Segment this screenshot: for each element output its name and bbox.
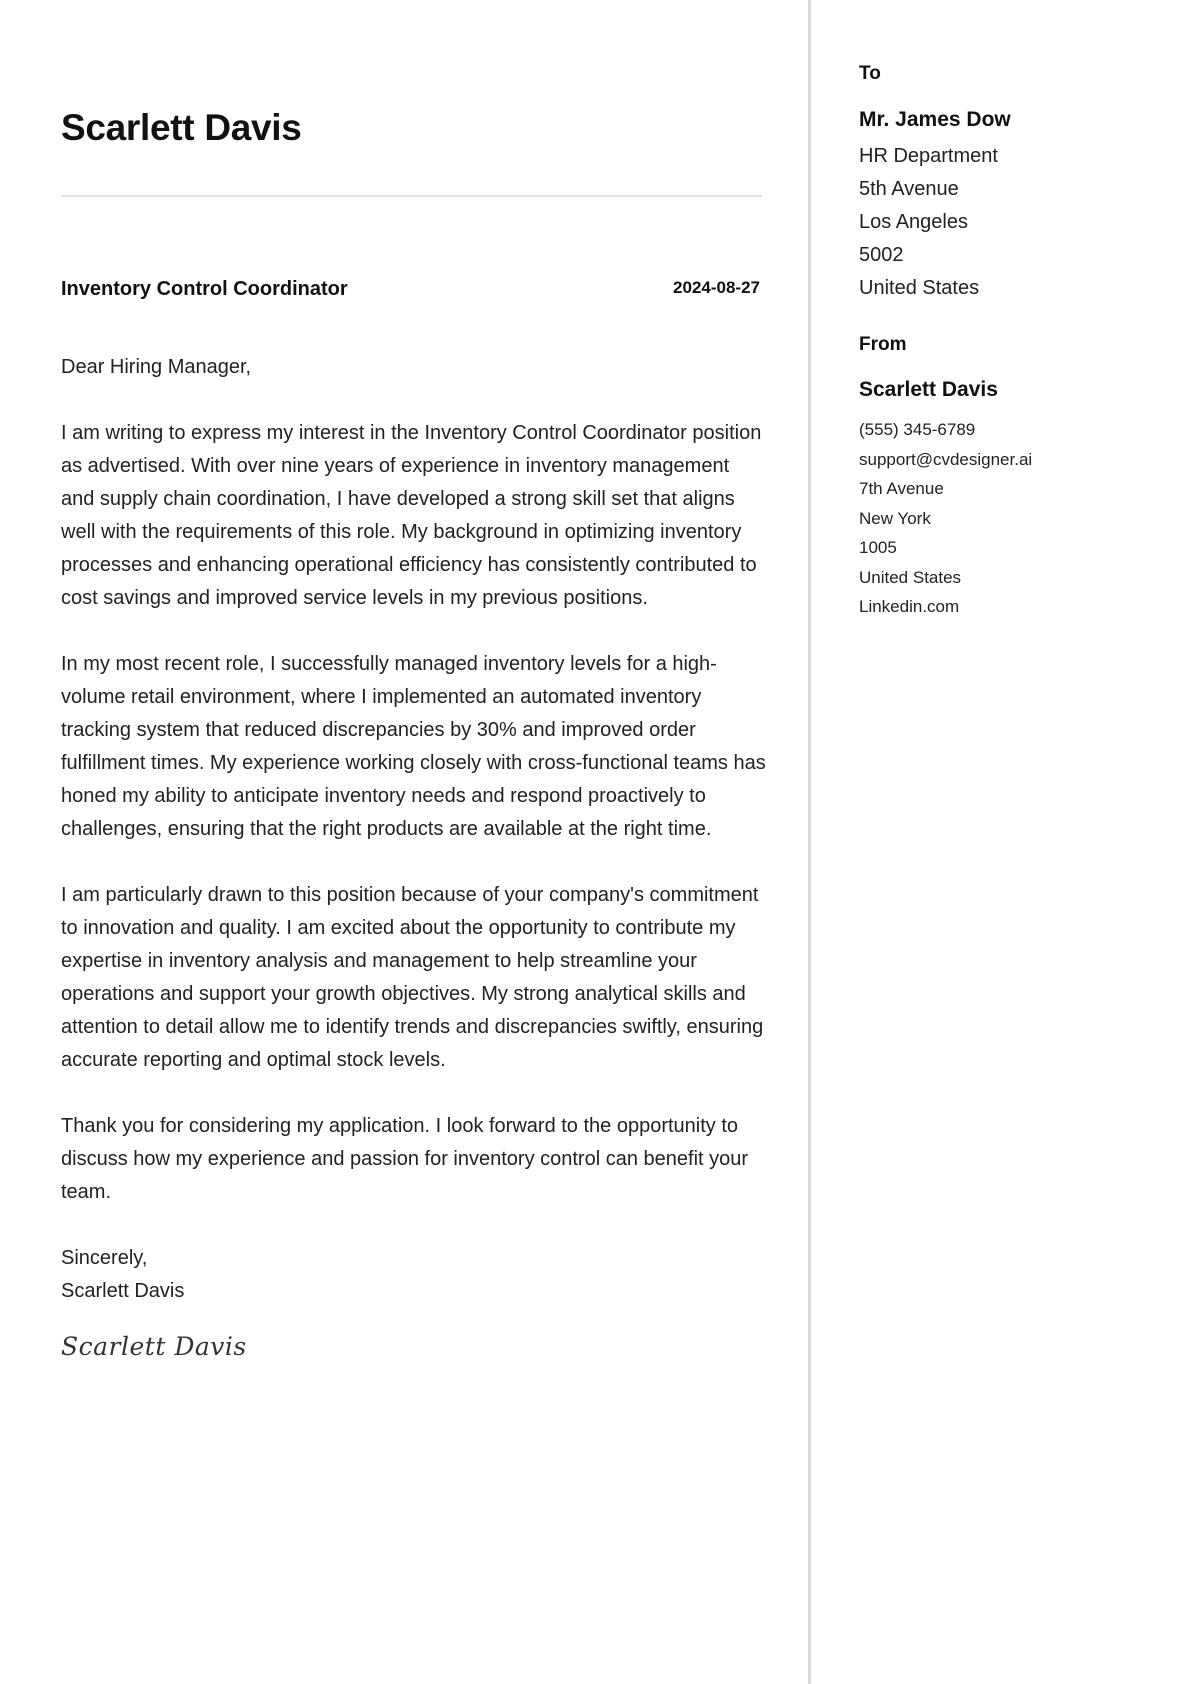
recipient-address bbox=[859, 140, 998, 305]
job-title: Inventory Control Coordinator bbox=[61, 278, 348, 300]
closing-phrase: Sincerely, bbox=[61, 1247, 148, 1269]
body-paragraph-1: I am writing to express my interest in the Inventory Control Coordinator position as advertised. With over nine years of experience in inventory management and supply chain coordination, I have developed a strong skill set that aligns well with the requirements of this role. My background in optimizing inventory processes and enhancing operational efficiency has consistently contributed to cost savings and improved service levels in my previous positions. bbox=[61, 422, 762, 609]
sender-label: From bbox=[859, 334, 907, 355]
recipient-city: Los Angeles bbox=[859, 211, 968, 233]
sender-street: 7th Avenue bbox=[859, 479, 944, 498]
closing-name: Scarlett Davis bbox=[61, 1280, 185, 1302]
header-divider bbox=[61, 195, 762, 197]
body-paragraph-2: In my most recent role, I successfully managed inventory levels for a high-volume retail environment, where I implemented an automated inventory tracking system that reduced discrepancies by 30% and improved order fulfillment times. My experience working closely with cross-functional teams has honed my ability to anticipate inventory needs and respond proactively to challenges, ensuring that the right products are available at the right time. bbox=[61, 653, 766, 840]
sender-website: Linkedin.com bbox=[859, 597, 960, 616]
recipient-department: HR Department bbox=[859, 145, 998, 167]
letter-body bbox=[61, 351, 766, 1363]
sender-country: United States bbox=[859, 567, 962, 587]
sender-name: Scarlett Davis bbox=[859, 378, 998, 401]
recipient-street: 5th Avenue bbox=[859, 178, 959, 200]
recipient-zip: 5002 bbox=[859, 244, 904, 266]
handwritten-signature: Scarlett Davis bbox=[61, 1332, 247, 1361]
recipient-country: United States bbox=[859, 277, 980, 299]
body-paragraph-4: Thank you for considering my application. I look forward to the opportunity to discuss how my experience and passion for inventory control can benefit your team. bbox=[61, 1115, 749, 1203]
recipient-label: To bbox=[859, 63, 881, 84]
closing-block bbox=[61, 1242, 766, 1308]
sender-email: support@cvdesigner.ai bbox=[859, 449, 1033, 469]
applicant-name-heading: Scarlett Davis bbox=[61, 107, 302, 148]
letter-date: 2024-08-27 bbox=[673, 278, 760, 297]
body-paragraph-3: I am particularly drawn to this position because of your company's commitment to innovation and quality. I am excited about the opportunity to contribute my expertise in inventory analysis and management to help streamline your operations and support your growth objectives. My strong analytical skills and attention to detail allow me to identify trends and discrepancies swiftly, ensuring accurate reporting and optimal stock levels. bbox=[61, 884, 764, 1071]
salutation: Dear Hiring Manager, bbox=[61, 356, 252, 378]
sender-zip: 1005 bbox=[859, 538, 897, 557]
column-divider bbox=[808, 0, 811, 1684]
sender-contact-details bbox=[859, 415, 1032, 622]
sender-phone: (555) 345-6789 bbox=[859, 420, 976, 439]
sender-city: New York bbox=[859, 508, 931, 528]
recipient-name: Mr. James Dow bbox=[859, 108, 1011, 131]
